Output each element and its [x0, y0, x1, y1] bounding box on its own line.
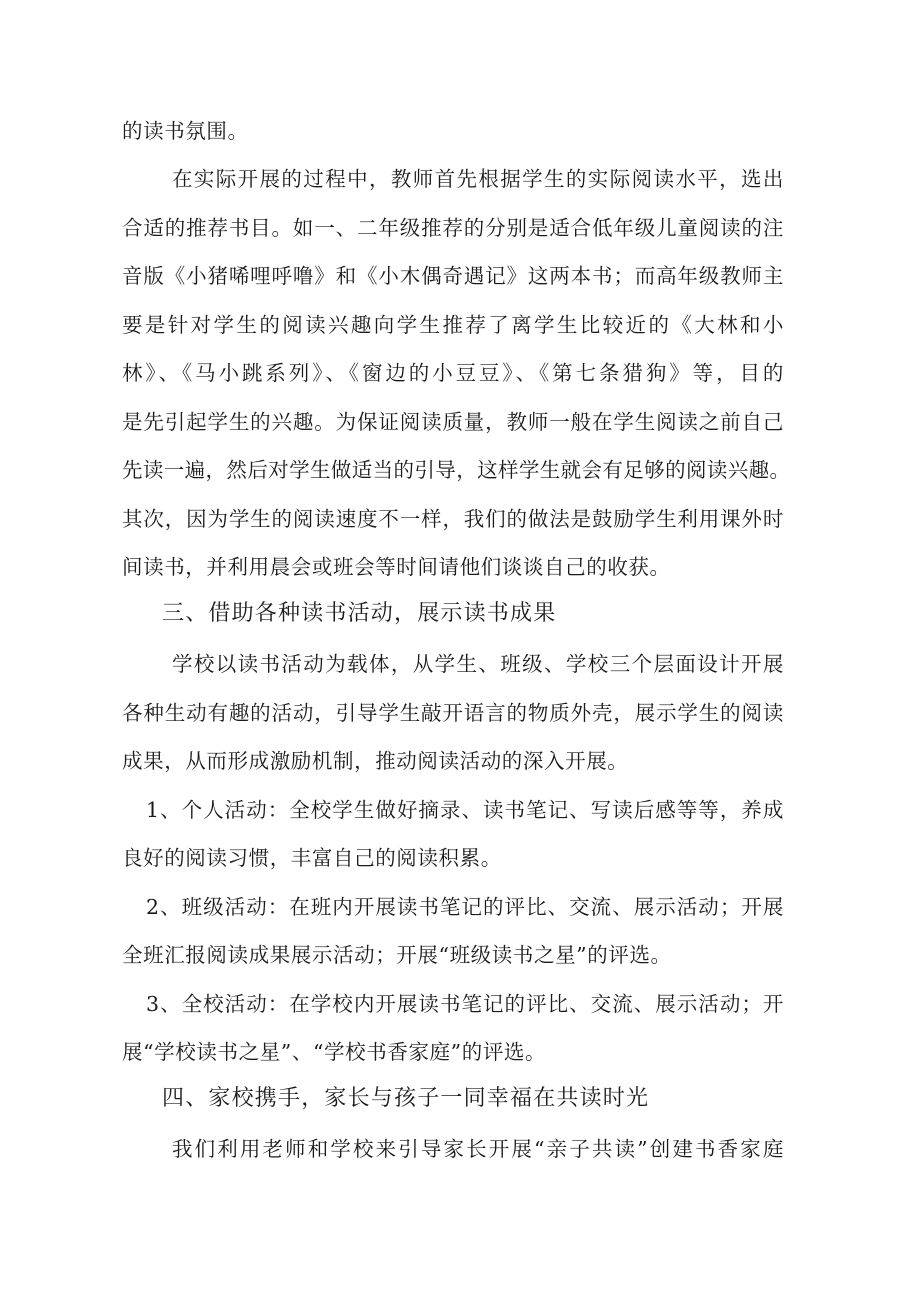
text-line: 良好的阅读习惯，丰富自己的阅读积累。	[122, 846, 502, 870]
text-line: 先读一遍，然后对学生做适当的引导，这样学生就会有足够的阅读兴趣。	[122, 458, 790, 482]
paragraph-start-line: 在实际开展的过程中，教师首先根据学生的实际阅读水平，选出	[172, 167, 784, 191]
paragraph-start-line: 学校以读书活动为载体，从学生、班级、学校三个层面设计开展	[172, 652, 784, 676]
text-line: 要是针对学生的阅读兴趣向学生推荐了离学生比较近的《大林和小	[122, 313, 784, 337]
text-line: 全班汇报阅读成果展示活动；开展“班级读书之星”的评选。	[122, 943, 672, 967]
list-item-3-line: 3、全校活动：在学校内开展读书笔记的评比、交流、展示活动；开	[146, 992, 784, 1016]
paragraph-start-line: 我们利用老师和学校来引导家长开展“亲子共读”创建书香家庭	[172, 1137, 784, 1161]
section-heading-4: 四、家校携手，家长与孩子一同幸福在共读时光	[162, 1086, 650, 1111]
text-line: 间读书，并利用晨会或班会等时间请他们谈谈自己的收获。	[122, 555, 671, 579]
text-line: 是先引起学生的兴趣。为保证阅读质量，教师一般在学生阅读之前自己	[122, 410, 784, 434]
text-line: 各种生动有趣的活动，引导学生敲开语言的物质外壳，展示学生的阅读	[122, 701, 784, 725]
text-line: 其次，因为学生的阅读速度不一样，我们的做法是鼓励学生利用课外时	[122, 507, 784, 531]
text-line: 合适的推荐书目。如一、二年级推荐的分别是适合低年级儿童阅读的注	[122, 216, 784, 240]
section-heading-3: 三、借助各种读书活动，展示读书成果	[162, 601, 557, 626]
list-item-1-line: 1、个人活动：全校学生做好摘录、读书笔记、写读后感等等，养成	[146, 798, 784, 822]
list-item-2-line: 2、班级活动：在班内开展读书笔记的评比、交流、展示活动；开展	[146, 895, 784, 919]
text-line: 林》、《马小跳系列》、《窗边的小豆豆》、《第七条猎狗》等，目的	[122, 361, 784, 385]
text-line: 的读书氛围。	[122, 119, 249, 143]
text-line: 展“学校读书之星”、“学校书香家庭”的评选。	[122, 1040, 547, 1064]
text-line: 成果，从而形成激励机制，推动阅读活动的深入开展。	[122, 749, 629, 773]
text-line: 音版《小猪唏哩呼噜》和《小木偶奇遇记》这两本书；而高年级教师主	[122, 264, 784, 288]
